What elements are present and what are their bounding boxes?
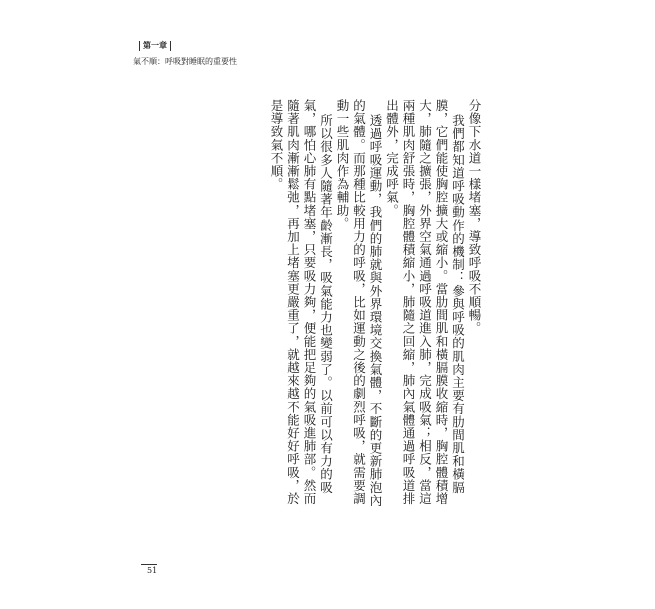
paragraph: 分像下水道一樣堵塞，導致呼吸不順暢。 bbox=[467, 99, 482, 335]
paragraph: 透過呼吸運動，我們的肺就與外界環境交換氣體，不斷的更新肺泡內的氣體。而那種比較用力的呼吸，比如運動之後的劇烈呼吸，就需要調動一些肌肉作為輔助。 bbox=[335, 99, 383, 507]
running-header bbox=[133, 33, 237, 68]
chapter-label: 第一章 bbox=[139, 41, 171, 51]
footer-rule bbox=[141, 564, 157, 565]
section-title: 氣不順：呼吸對睡眠的重要性 bbox=[133, 57, 237, 66]
page-number: 51 bbox=[147, 566, 158, 575]
paragraph: 我們都知道呼吸動作的機制：參與呼吸的肌肉主要有肋間肌和橫膈膜，它們能使胸腔擴大或縮小。當肋間肌和橫膈膜收縮時，胸腔體積增大，肺隨之擴張，外界空氣通過呼吸道進入肺，完成吸氣；相反，當這兩種肌肉舒張時，胸腔體積縮小，肺隨之回縮，肺內氣體通過呼吸道排出體外，完成呼氣。 bbox=[384, 99, 466, 506]
body-text bbox=[268, 99, 483, 509]
paragraph: 所以很多人隨著年齡漸長，吸氣能力也變弱了。以前可以有力的吸氣，哪怕心肺有點堵塞，只要吸力夠，便能把足夠的氣吸進肺部。然而隨著肌肉漸漸鬆弛，再加上堵塞更嚴重了，就越來越不能好好呼吸，於是導致氣不順。 bbox=[269, 99, 334, 506]
